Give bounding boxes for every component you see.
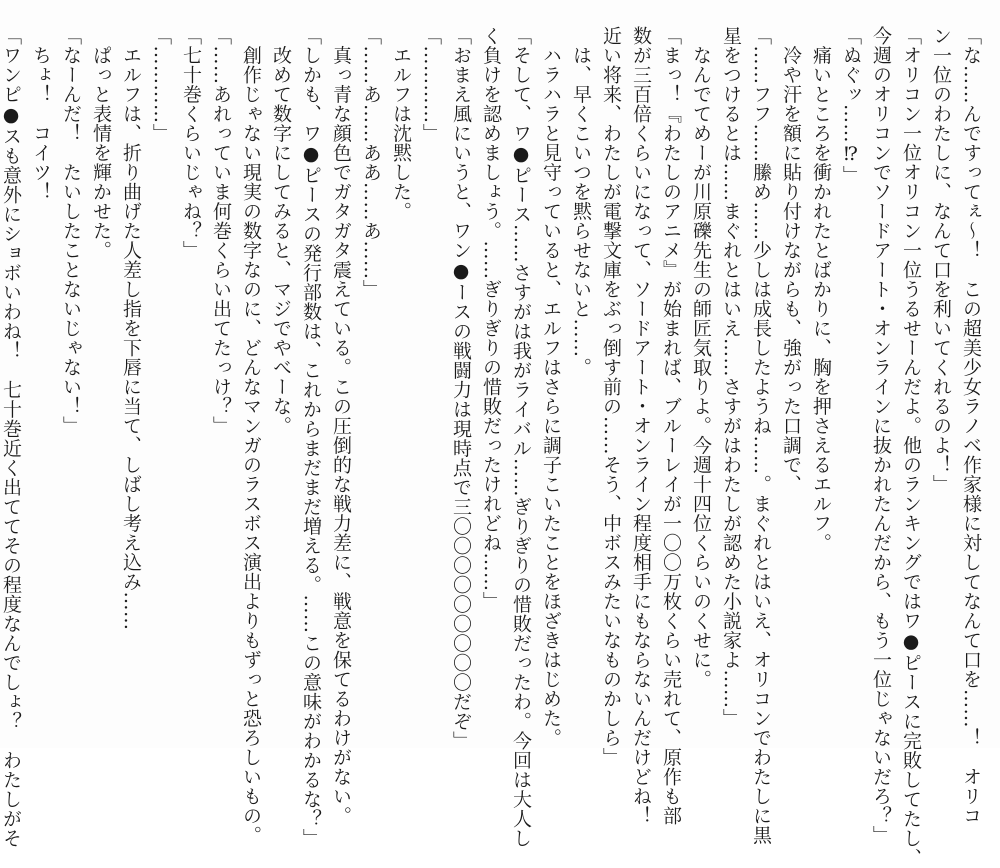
text-line: 痛いところを衝かれたとばかりに、胸を押さえるエルフ。: [810, 26, 832, 553]
text-line: 創作じゃない現実の数字なのに、どんなマンガのラスボス演出よりもずっと恐ろしいもの。: [240, 26, 262, 845]
text-line: 「……あ……ああ……あ……」: [360, 26, 382, 299]
text-line: 近い将来、わたしが電撃文庫をぶっ倒す前の……そう、中ボスみたいなものかしら」: [600, 26, 622, 767]
text-line: なんでてめーが川原礫先生の師匠気取りよ。今週十四位くらいのくせに。: [690, 26, 712, 689]
text-line: 「七十巻くらいじゃね？」: [180, 26, 202, 260]
text-line: は、早くこいつを黙らせないと……。: [570, 26, 592, 377]
text-line: ちょ！ コイツ！: [30, 26, 52, 202]
text-line: 「……フフ……縢め……少しは成長したようね……。まぐれとはいえ、オリコンでわたしに黒: [750, 26, 772, 845]
text-line: 真っ青な顔色でガタガタ震えている。この圧倒的な戦力差に、戦意を保てるわけがない。: [330, 26, 352, 826]
text-line: ハラハラと見守っていると、エルフはさらに調子こいたことをほざきはじめた。: [540, 26, 562, 748]
text-line: エルフは、折り曲げた人差し指を下唇に当て、しばし考え込み……: [120, 26, 142, 631]
text-line: 「ぬぐッ……⁉」: [840, 26, 862, 185]
text-line: く負けを認めましょう。……ぎりぎりの惜敗だったけれどね……」: [480, 26, 502, 611]
text-line: 「まっ！『わたしのアニメ』が始まれば、ブルーレイが一〇〇万枚くらい売れて、原作も部: [660, 26, 682, 826]
text-line: 「オリコン一位オリコン一位うるせーんだよ。他のランキングではワ●ピースに完敗してたし、: [900, 26, 922, 868]
text-line: 「ワンピ●スも意外にショボいわね！ 七十巻近く出ててその程度なんでしょ？ わたしがそ: [0, 26, 22, 848]
text-line: 「おまえ風にいうと、ワン●ースの戦闘力は現時点で三〇〇〇〇〇〇〇〇〇だぞ」: [450, 26, 472, 751]
text-line: ぱっと表情を輝かせた。: [90, 26, 112, 260]
text-line: 「…………」: [420, 26, 442, 143]
text-line: 今週のオリコンでソードアート・オンラインに抜かれたんだから、もう一位じゃないだろ？」: [870, 26, 892, 845]
text-line: 「な……んですってぇ～！ この超美少女ラノベ作家様に対してなんて口を……！ オリコ: [960, 26, 982, 826]
text-line: 改めて数字にしてみると、マジでやべーな。: [270, 26, 292, 436]
text-line: 「…………」: [150, 26, 172, 143]
text-line: 星をつけるとは……まぐれとはいえ……さすがはわたしが認めた小説家よ……」: [720, 26, 742, 728]
text-line: 「そして、ワ●ピース……さすがは我がライバル……ぎりぎりの惜敗だったわ。今回は大人し: [510, 26, 532, 848]
text-line: 冷や汗を額に貼り付けながらも、強がった口調で、: [780, 26, 802, 494]
text-line: ン一位のわたしに、なんて口を利いてくれるのよ！」: [930, 26, 952, 494]
vertical-text-body: [0, 26, 986, 868]
text-line: 「しかも、ワ●ピースの発行部数は、これからまだまだ増える。……この意味がわかるな？」: [300, 26, 322, 848]
text-line: エルフは沈黙した。: [390, 26, 412, 221]
text-line: 「なーんだ！ たいしたことないじゃない！」: [60, 26, 82, 436]
text-line: 数が三百倍くらいになって、ソードアート・オンライン程度相手にもならないんだけどね！: [630, 26, 652, 826]
text-line: 「……あれっていま何巻くらい出てたっけ？」: [210, 26, 232, 436]
